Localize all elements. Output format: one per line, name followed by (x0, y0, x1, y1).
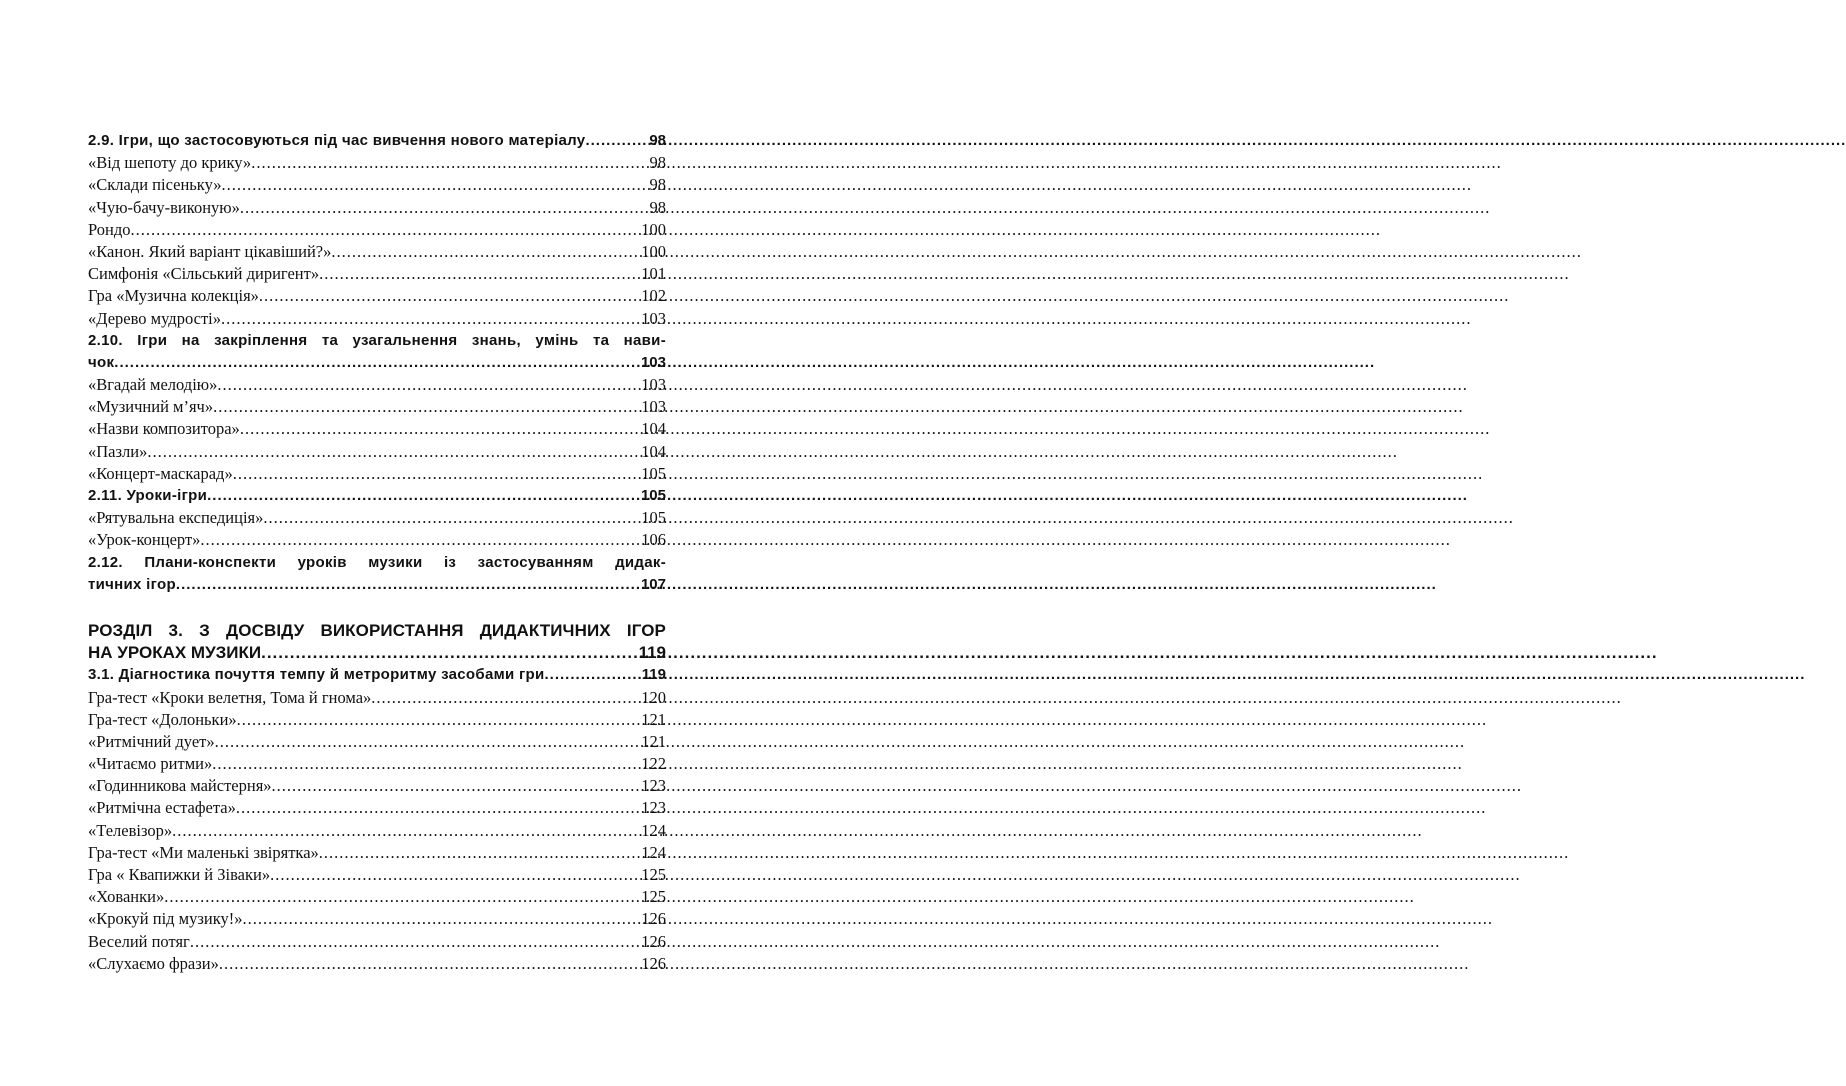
toc-entry-title: «Вгадай мелодію» (88, 375, 218, 395)
toc-leader-dots (237, 709, 642, 731)
toc-entry-title: «Годинникова майстерня» (88, 776, 272, 796)
toc-entry-page: 105 (641, 463, 666, 483)
toc-leader-dots (190, 931, 641, 953)
toc-entry-page: 119 (641, 666, 666, 684)
toc-entry-title: Веселий потяг (88, 931, 190, 951)
toc-leader-dots (251, 152, 649, 174)
toc-chapter-3[interactable] (88, 642, 666, 664)
toc-entry-page: 125 (641, 887, 666, 907)
toc-entry[interactable] (88, 775, 666, 797)
toc-entry-title: 2.9. Ігри, що застосовуються під час вивчення нового матеріалу (88, 132, 586, 149)
toc-entry-title: «Назви композитора» (88, 419, 240, 439)
toc-entry-page: 100 (641, 241, 666, 261)
toc-entry-page: 120 (641, 687, 666, 707)
toc-leader-dots (217, 374, 641, 396)
toc-entry-page: 104 (641, 419, 666, 439)
toc-entry[interactable] (88, 441, 666, 463)
toc-entry-page: 100 (641, 219, 666, 239)
toc-leader-dots (261, 642, 638, 664)
toc-leader-dots (215, 731, 642, 753)
table-of-contents (88, 130, 666, 975)
toc-entry[interactable] (88, 219, 666, 241)
toc-entry[interactable] (88, 953, 666, 975)
toc-entry[interactable] (88, 931, 666, 953)
toc-entry-page: 121 (641, 731, 666, 751)
toc-entry[interactable] (88, 197, 666, 219)
toc-entry[interactable] (88, 418, 666, 440)
toc-leader-dots (176, 574, 641, 596)
toc-entry-page: 101 (641, 264, 666, 284)
toc-entry-title: «Канон. Який варіант цікавіший?» (88, 241, 332, 261)
toc-entry-title: «Читаємо ритми» (88, 754, 213, 774)
toc-entry-title: «Пазли» (88, 441, 148, 461)
toc-leader-dots (207, 485, 641, 507)
toc-section-2-10-items (88, 374, 666, 485)
toc-entry-page: 123 (641, 798, 666, 818)
toc-leader-dots (243, 908, 642, 930)
toc-leader-dots (270, 864, 641, 886)
toc-entry-page: 105 (640, 487, 666, 505)
toc-leader-dots (272, 775, 642, 797)
toc-entry-title: тичних ігор (88, 575, 176, 593)
toc-section-3-1-items (88, 687, 666, 975)
toc-entry-page: 123 (641, 776, 666, 796)
toc-leader-dots (259, 285, 641, 307)
toc-entry-title: «Чую-бачу-виконую» (88, 197, 240, 217)
toc-entry-title: Гра «Музична колекція» (88, 286, 259, 306)
toc-leader-dots (233, 463, 642, 485)
toc-entry[interactable] (88, 908, 666, 930)
toc-section-2-12[interactable] (88, 574, 666, 596)
toc-entry-title: 2.11. Уроки-ігри (88, 487, 208, 505)
toc-leader-dots (147, 441, 641, 463)
toc-entry-page: 105 (641, 508, 666, 528)
toc-entry-page: 122 (641, 754, 666, 774)
toc-entry-page: 98 (649, 153, 666, 173)
toc-entry-page: 119 (638, 643, 666, 663)
toc-entry-title: Гра-тест «Кроки велетня, Тома й гнома» (88, 687, 372, 707)
toc-leader-dots (585, 130, 649, 152)
toc-leader-dots (319, 842, 641, 864)
toc-entry[interactable] (88, 152, 666, 174)
toc-entry-page: 121 (641, 709, 666, 729)
toc-entry-title: «Урок-концерт» (88, 530, 201, 550)
toc-entry[interactable] (88, 285, 666, 307)
toc-entry-page: 107 (640, 575, 666, 593)
toc-leader-dots (114, 352, 641, 374)
toc-entry-page: 103 (641, 375, 666, 395)
toc-entry-title: «Від шепоту до крику» (88, 153, 252, 173)
toc-leader-dots (172, 820, 641, 842)
toc-entry[interactable] (88, 797, 666, 819)
toc-entry-title: Гра « Квапижки й Зіваки» (88, 865, 271, 885)
toc-entry[interactable] (88, 463, 666, 485)
toc-section-2-11-items (88, 507, 666, 551)
toc-section-2-12-line1[interactable]: 2.12. Плани-конспекти уроків музики із застосуванням дидак- (88, 553, 666, 571)
toc-entry-page: 98 (649, 132, 666, 149)
toc-entry[interactable] (88, 709, 666, 731)
toc-entry-title: Симфонія «Сільський диригент» (88, 264, 320, 284)
toc-entry-title: чок (88, 353, 115, 371)
toc-section-3-1[interactable] (88, 664, 666, 686)
toc-entry-page: 124 (641, 842, 666, 862)
toc-section-2-10[interactable] (88, 352, 666, 374)
toc-leader-dots (319, 263, 641, 285)
toc-entry-page: 126 (641, 953, 666, 973)
toc-entry[interactable] (88, 263, 666, 285)
toc-entry-page: 103 (641, 397, 666, 417)
toc-leader-dots (263, 507, 641, 529)
toc-entry-page: 104 (641, 441, 666, 461)
toc-entry[interactable] (88, 687, 666, 709)
toc-leader-dots (221, 308, 641, 330)
toc-entry-title: «Крокуй під музику!» (88, 909, 243, 929)
toc-entry-page: 125 (641, 865, 666, 885)
toc-entry[interactable] (88, 241, 666, 263)
toc-entry[interactable] (88, 753, 666, 775)
toc-leader-dots (371, 687, 641, 709)
toc-entry-title: «Ритмічний дует» (88, 731, 215, 751)
toc-entry-title: Гра-тест «Долоньки» (88, 709, 237, 729)
toc-section-2-9-items (88, 152, 666, 330)
toc-entry-title: НА УРОКАХ МУЗИКИ (88, 643, 262, 663)
toc-leader-dots (240, 418, 641, 440)
toc-entry-title: «Склади пісеньку» (88, 175, 222, 195)
toc-entry[interactable] (88, 507, 666, 529)
toc-entry[interactable] (88, 396, 666, 418)
section-spacer (88, 596, 666, 620)
toc-entry-page: 98 (649, 175, 666, 195)
toc-entry-page: 103 (641, 308, 666, 328)
toc-leader-dots (240, 197, 650, 219)
toc-leader-dots (213, 396, 641, 418)
toc-entry-title: «Концерт-маскарад» (88, 463, 233, 483)
toc-entry-page: 106 (641, 530, 666, 550)
toc-entry-page: 124 (641, 820, 666, 840)
toc-leader-dots (131, 219, 642, 241)
toc-entry-title: «Рятувальна експедиція» (88, 508, 264, 528)
toc-section-2-11[interactable] (88, 485, 666, 507)
toc-leader-dots (164, 886, 641, 908)
toc-section-2-10-line1[interactable]: 2.10. Ігри на закріплення та узагальнення знань, умінь та нави- (88, 331, 666, 349)
toc-entry[interactable] (88, 174, 666, 196)
toc-leader-dots (545, 664, 642, 686)
toc-entry-title: «Ритмічна естафета» (88, 798, 236, 818)
toc-section-2-9[interactable] (88, 130, 666, 152)
toc-entry-title: Рондо (88, 219, 131, 239)
toc-leader-dots (222, 174, 650, 196)
toc-leader-dots (236, 797, 641, 819)
toc-leader-dots (212, 753, 641, 775)
toc-leader-dots (219, 953, 641, 975)
toc-entry-title: «Телевізор» (88, 820, 173, 840)
toc-leader-dots (331, 241, 641, 263)
toc-entry-title: 3.1. Діагностика почуття темпу й метроритму засобами гри (88, 666, 545, 684)
toc-entry[interactable] (88, 886, 666, 908)
toc-entry-title: «Дерево мудрості» (88, 308, 221, 328)
toc-entry-title: «Хованки» (88, 887, 165, 907)
toc-entry[interactable] (88, 842, 666, 864)
toc-entry[interactable] (88, 731, 666, 753)
toc-entry-title: «Музичний м’яч» (88, 397, 214, 417)
toc-entry-page: 103 (640, 353, 666, 371)
toc-entry[interactable] (88, 864, 666, 886)
toc-entry[interactable] (88, 529, 666, 551)
toc-entry-title: «Слухаємо фрази» (88, 953, 219, 973)
toc-entry-page: 126 (641, 909, 666, 929)
toc-entry-title: Гра-тест «Ми маленькі звірятка» (88, 842, 319, 862)
toc-entry-page: 126 (641, 931, 666, 951)
toc-entry-page: 98 (649, 197, 666, 217)
toc-entry[interactable] (88, 374, 666, 396)
toc-entry-page: 102 (641, 286, 666, 306)
toc-chapter-3-line1[interactable]: РОЗДІЛ 3. З ДОСВІДУ ВИКОРИСТАННЯ ДИДАКТИЧНИХ ІГОР (88, 620, 666, 640)
toc-leader-dots (200, 529, 641, 551)
toc-entry[interactable] (88, 308, 666, 330)
toc-entry[interactable] (88, 820, 666, 842)
